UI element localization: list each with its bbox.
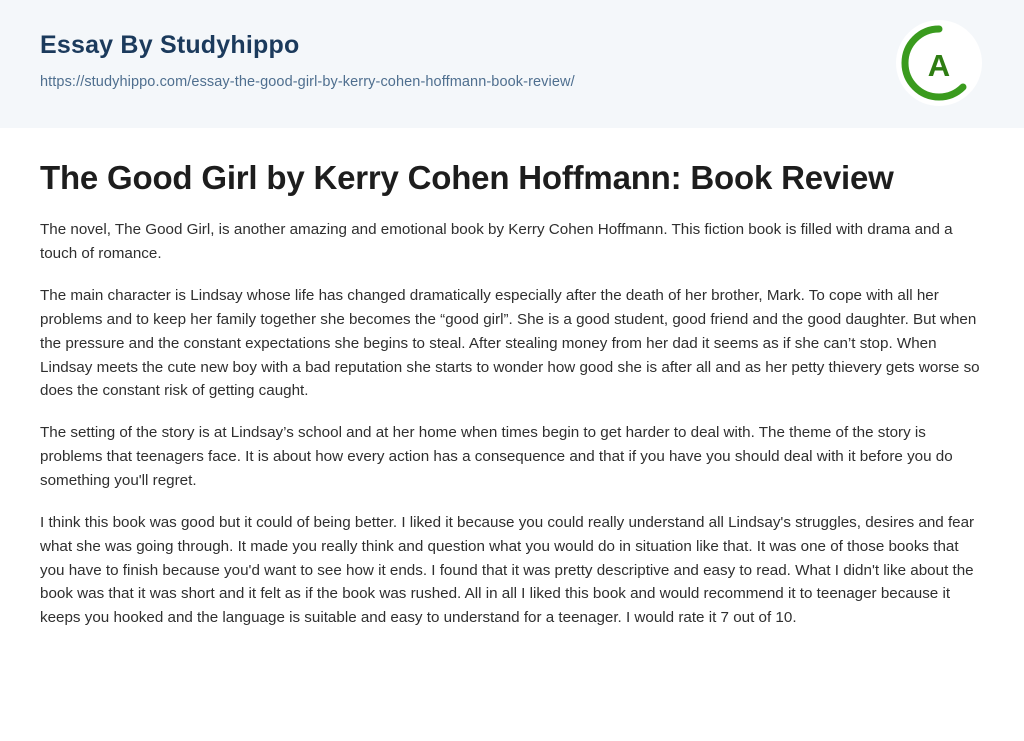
paragraph: The main character is Lindsay whose life has changed dramatically especially after the death of her brother, Mark. To cope with all her problems and to keep her family together she becomes the “good girl”. She is a good student, good friend and the good daughter. But when the pressure and the constant expectations she begins to steal. After stealing money from her dad it seems as if she can’t stop. When Lindsay meets the cute new boy with a bad reputation she starts to wonder how good she is after all and as her petty thievery gets worse so does the constant risk of getting caught. xyxy=(40,286,980,400)
studyhippo-logo xyxy=(896,20,982,106)
paragraph: The novel, The Good Girl, is another amazing and emotional book by Kerry Cohen Hoffmann. This fiction book is filled with drama and a touch of romance. xyxy=(40,221,953,263)
source-url: https://studyhippo.com/essay-the-good-girl-by-kerry-cohen-hoffmann-book-review/ xyxy=(40,74,575,90)
page-title: The Good Girl by Kerry Cohen Hoffmann: Book Review xyxy=(40,159,894,196)
article-body xyxy=(0,128,1024,630)
logo-a-icon xyxy=(896,20,982,106)
svg-text:A: A xyxy=(927,48,951,83)
paragraph: I think this book was good but it could of being better. I liked it because you could really understand all Lindsay's struggles, desires and fear what she was going through. It made you really think and question what you would do in situation like that. It was one of those books that you have to finish because you'd want to see how it ends. I found that it was pretty descriptive and easy to read. What I didn't like about the book was that it was short and it felt as if the book was rushed. All in all I liked this book and would recommend it to teenager because it keeps you hooked and the language is suitable and easy to understand for a teenager. I would rate it 7 out of 10. xyxy=(40,513,975,627)
site-title: Essay By Studyhippo xyxy=(40,31,300,59)
paragraph: The setting of the story is at Lindsay’s school and at her home when times begin to get harder to deal with. The theme of the story is problems that teenagers face. It is about how every action has a consequence and that if you have you should deal with it before you do something you'll regret. xyxy=(40,424,953,489)
page-header xyxy=(0,0,1024,128)
